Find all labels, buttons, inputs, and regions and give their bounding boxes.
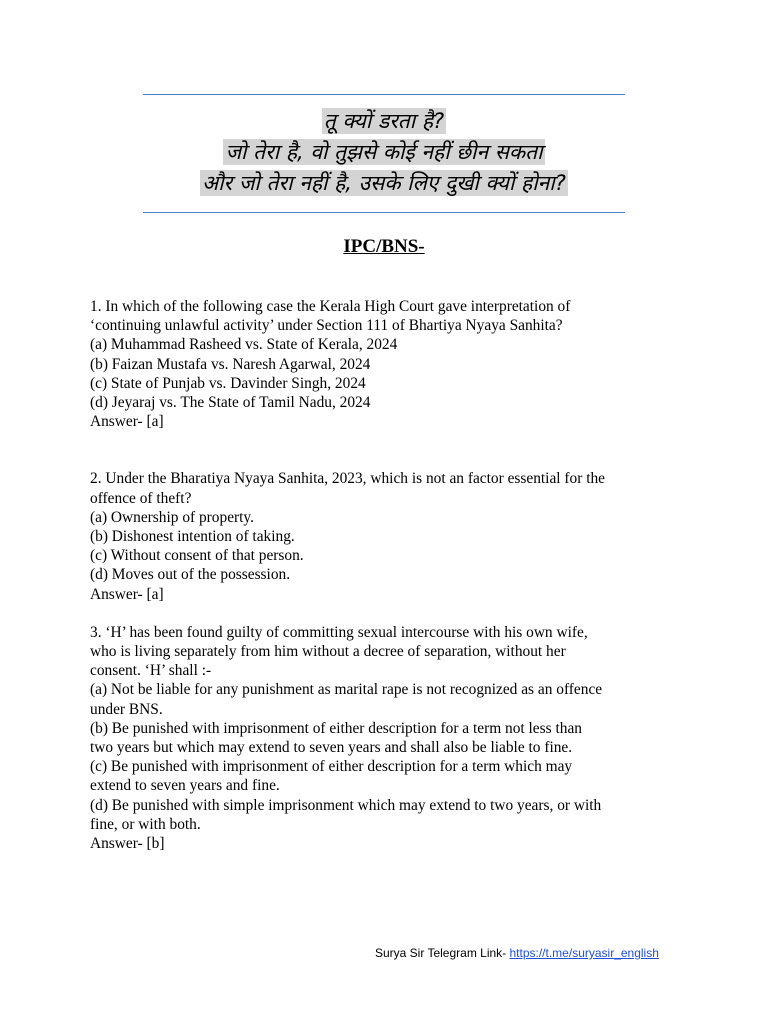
- answer: Answer- [a]: [90, 413, 164, 431]
- quote-line: तू क्यों डरता है?: [323, 109, 445, 133]
- question-line: ‘continuing unlawful activity’ under Section 111 of Bhartiya Nyaya Sanhita?: [90, 317, 563, 335]
- footer-label: Surya Sir Telegram Link-: [375, 946, 510, 960]
- option-d-cont: fine, or with both.: [90, 815, 201, 833]
- question-2: [90, 469, 690, 603]
- option-d: (d) Moves out of the possession.: [90, 566, 291, 584]
- option-a: (a) Muhammad Rasheed vs. State of Kerala, 2024: [90, 336, 398, 354]
- option-b: (b) Faizan Mustafa vs. Naresh Agarwal, 2024: [90, 355, 371, 373]
- answer: Answer- [a]: [90, 585, 164, 603]
- quote-line: और जो तेरा नहीं है, उसके लिए दुखी क्यों होना?: [202, 171, 566, 195]
- quote-line: जो तेरा है, वो तुझसे कोई नहीं छीन सकता: [225, 140, 543, 164]
- option-c: (c) Be punished with imprisonment of either description for a term which may: [90, 758, 573, 776]
- question-line: offence of theft?: [90, 489, 192, 507]
- question-line: consent. ‘H’ shall :-: [90, 662, 212, 680]
- option-b: (b) Be punished with imprisonment of either description for a term not less than: [90, 719, 582, 737]
- section-heading: IPC/BNS-: [343, 236, 425, 257]
- answer: Answer- [b]: [90, 835, 165, 853]
- question-line: 3. ‘H’ has been found guilty of committing sexual intercourse with his own wife,: [90, 623, 588, 641]
- option-a: (a) Not be liable for any punishment as marital rape is not recognized as an offence: [90, 681, 603, 699]
- option-b-cont: two years but which may extend to seven years and shall also be liable to fine.: [90, 739, 573, 757]
- telegram-link[interactable]: https://t.me/suryasir_english: [509, 946, 659, 960]
- question-list: [90, 297, 690, 853]
- option-c: (c) Without consent of that person.: [90, 547, 304, 565]
- bottom-divider: [143, 212, 625, 213]
- page-footer: [375, 946, 659, 960]
- hindi-quote: [143, 106, 625, 199]
- question-3: [90, 623, 690, 853]
- option-d: (d) Jeyaraj vs. The State of Tamil Nadu, 2024: [90, 394, 371, 412]
- option-b: (b) Dishonest intention of taking.: [90, 528, 295, 546]
- top-divider: [143, 94, 625, 95]
- question-line: who is living separately from him without a decree of separation, without her: [90, 643, 566, 661]
- option-c-cont: extend to seven years and fine.: [90, 777, 280, 795]
- option-d: (d) Be punished with simple imprisonment which may extend to two years, or with: [90, 796, 602, 814]
- question-line: 1. In which of the following case the Kerala High Court gave interpretation of: [90, 298, 571, 315]
- option-a: (a) Ownership of property.: [90, 508, 254, 526]
- question-line: 2. Under the Bharatiya Nyaya Sanhita, 2023, which is not an factor essential for the: [90, 470, 606, 488]
- question-1: [90, 297, 690, 431]
- option-c: (c) State of Punjab vs. Davinder Singh, 2024: [90, 374, 366, 392]
- option-a-cont: under BNS.: [90, 700, 163, 718]
